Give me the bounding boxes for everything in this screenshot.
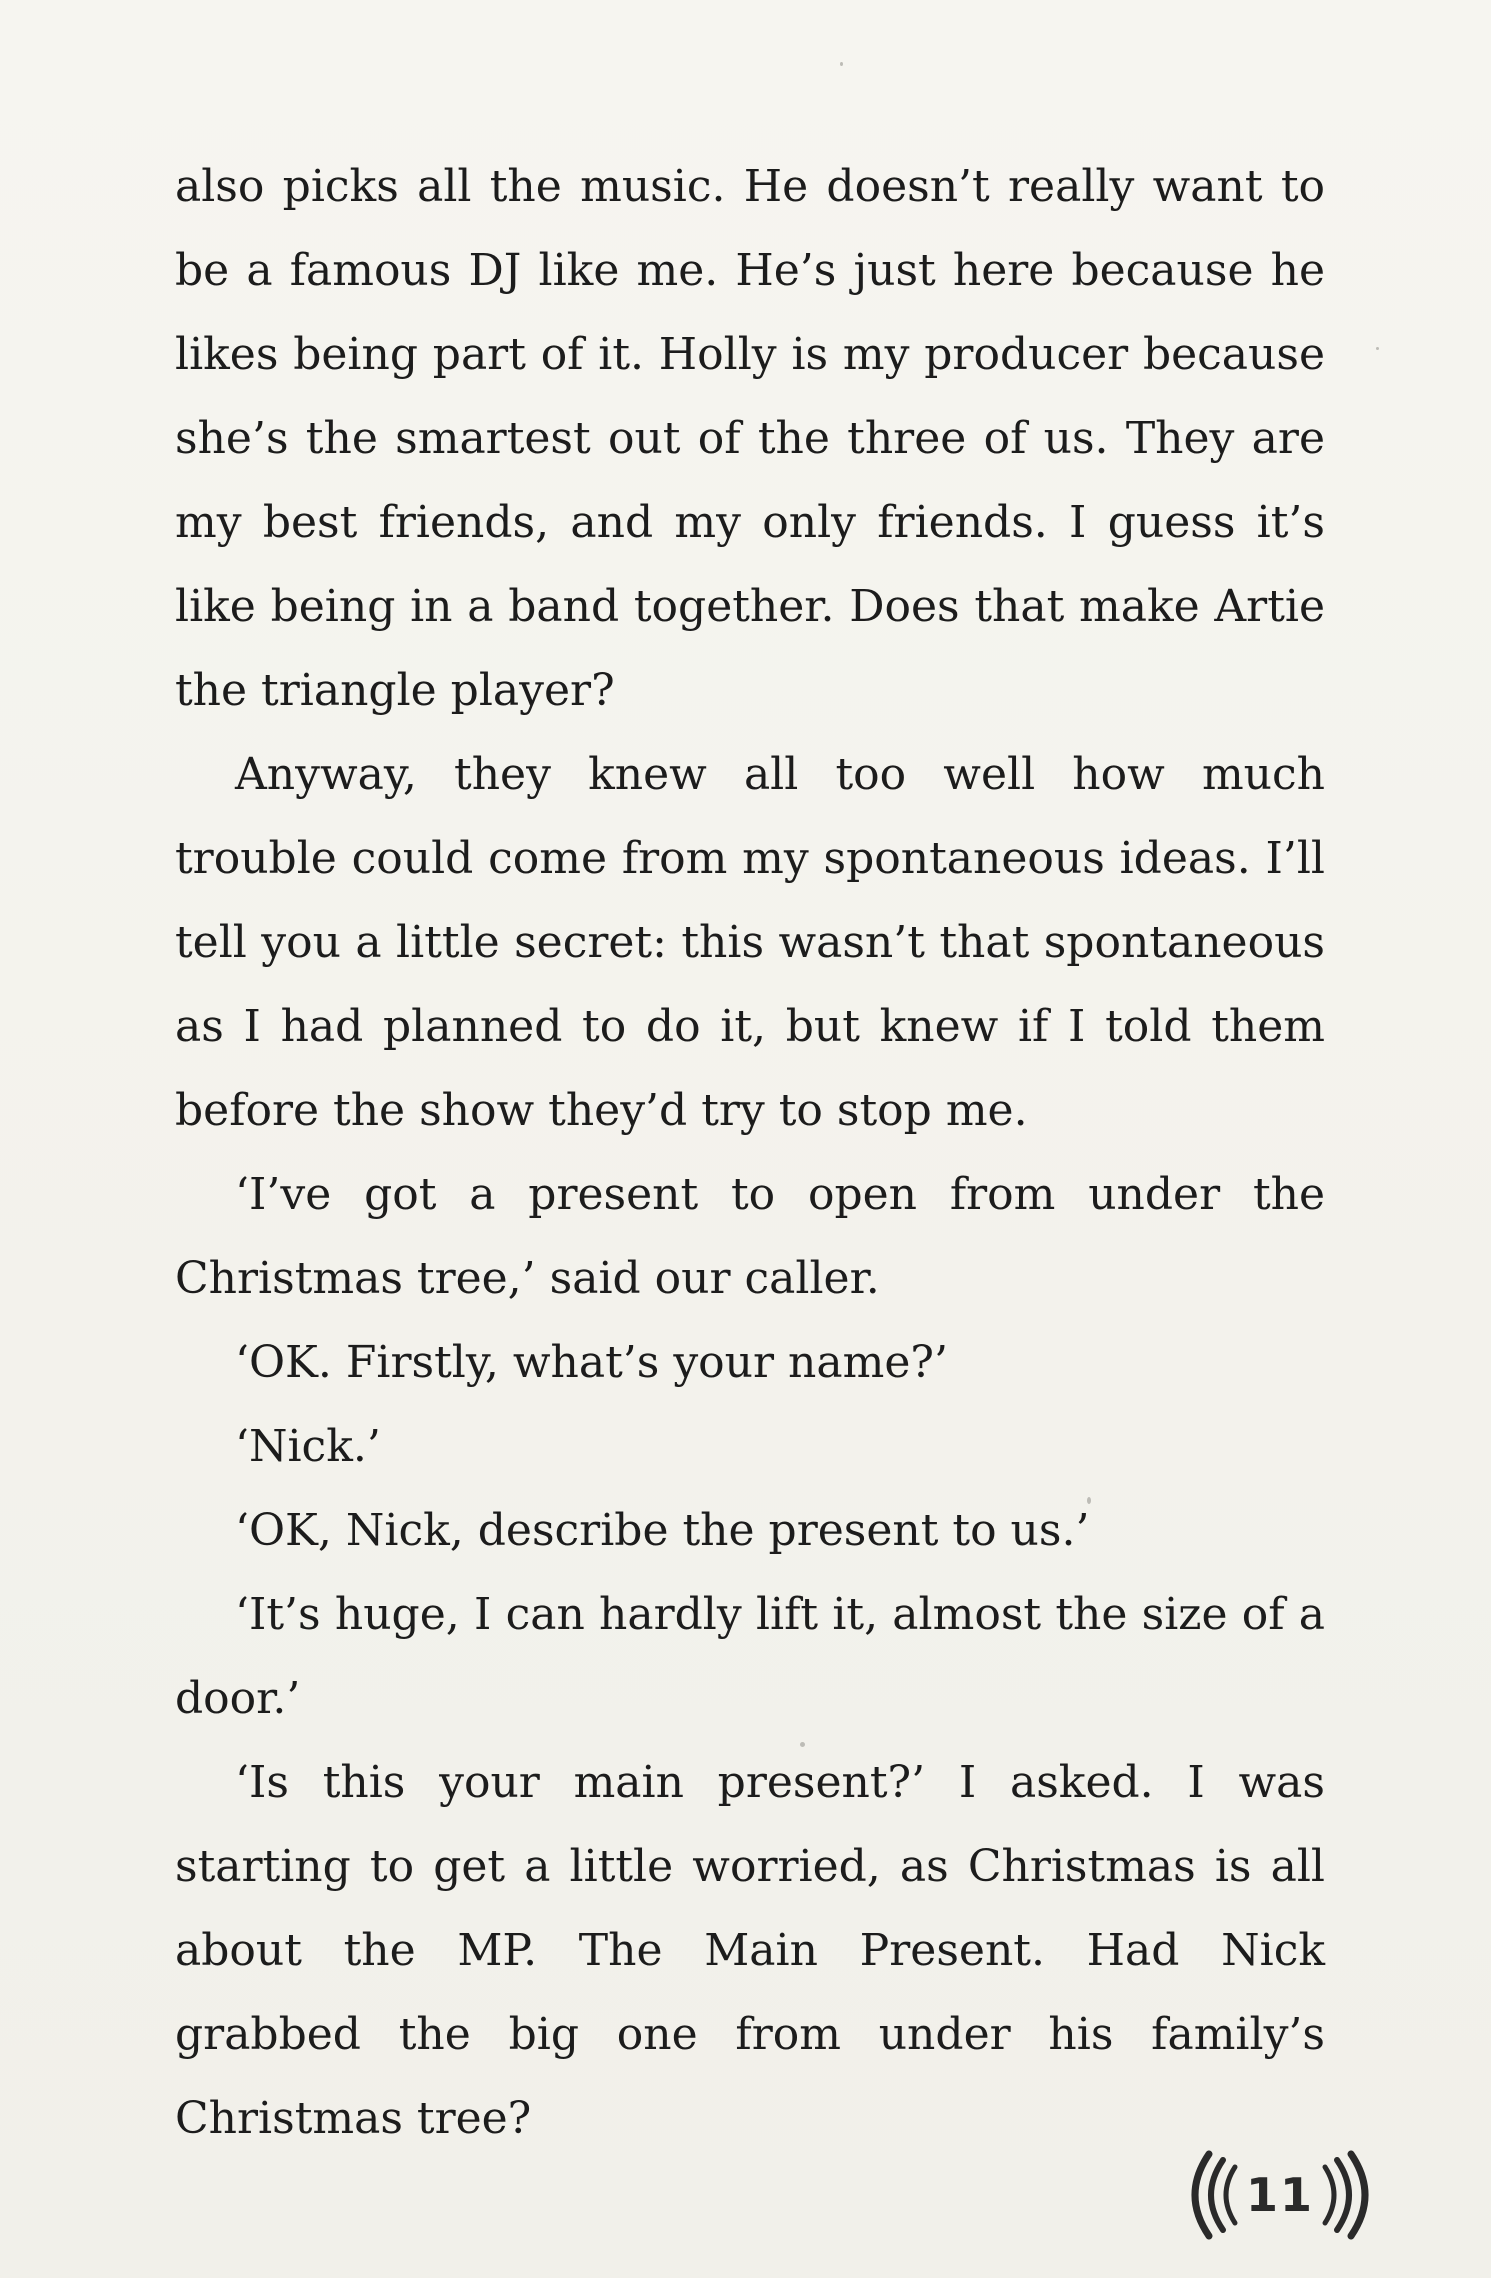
page-number <box>1175 2140 1385 2250</box>
paragraph-1: also picks all the music. He doesn’t really want to be a famous DJ like me. He’s just here because he likes being part of it. Holly is my producer because she’s the smartest out of the three of us. They are my best friends, and my only friends. I guess it’s like being in a band together. Does that make Artie the triangle player? <box>175 161 1325 716</box>
page-number-label: 11 <box>1245 2168 1314 2222</box>
paragraph-3: ‘I’ve got a present to open from under the Christmas tree,’ said our caller. <box>175 1169 1325 1304</box>
paragraph-5: ‘Nick.’ <box>235 1421 381 1472</box>
body-text <box>175 145 1325 2161</box>
paragraph-4: ‘OK. Firstly, what’s your name?’ <box>235 1337 948 1388</box>
paragraph-2: Anyway, they knew all too well how much trouble could come from my spontaneous ideas. I’ll tell you a little secret: this wasn’t that spontaneous as I had planned to do it, but knew if I told them before the show they’d try to stop me. <box>175 749 1325 1136</box>
paragraph-6: ‘OK, Nick, describe the present to us.’ <box>235 1505 1090 1556</box>
paragraph-8: ‘Is this your main present?’ I asked. I was starting to get a little worried, as Christmas is all about the MP. The Main Present. Had Nick grabbed the big one from under his family’s Christmas tree? <box>175 1757 1325 2144</box>
paragraph-7: ‘It’s huge, I can hardly lift it, almost the size of a door.’ <box>175 1589 1325 1724</box>
